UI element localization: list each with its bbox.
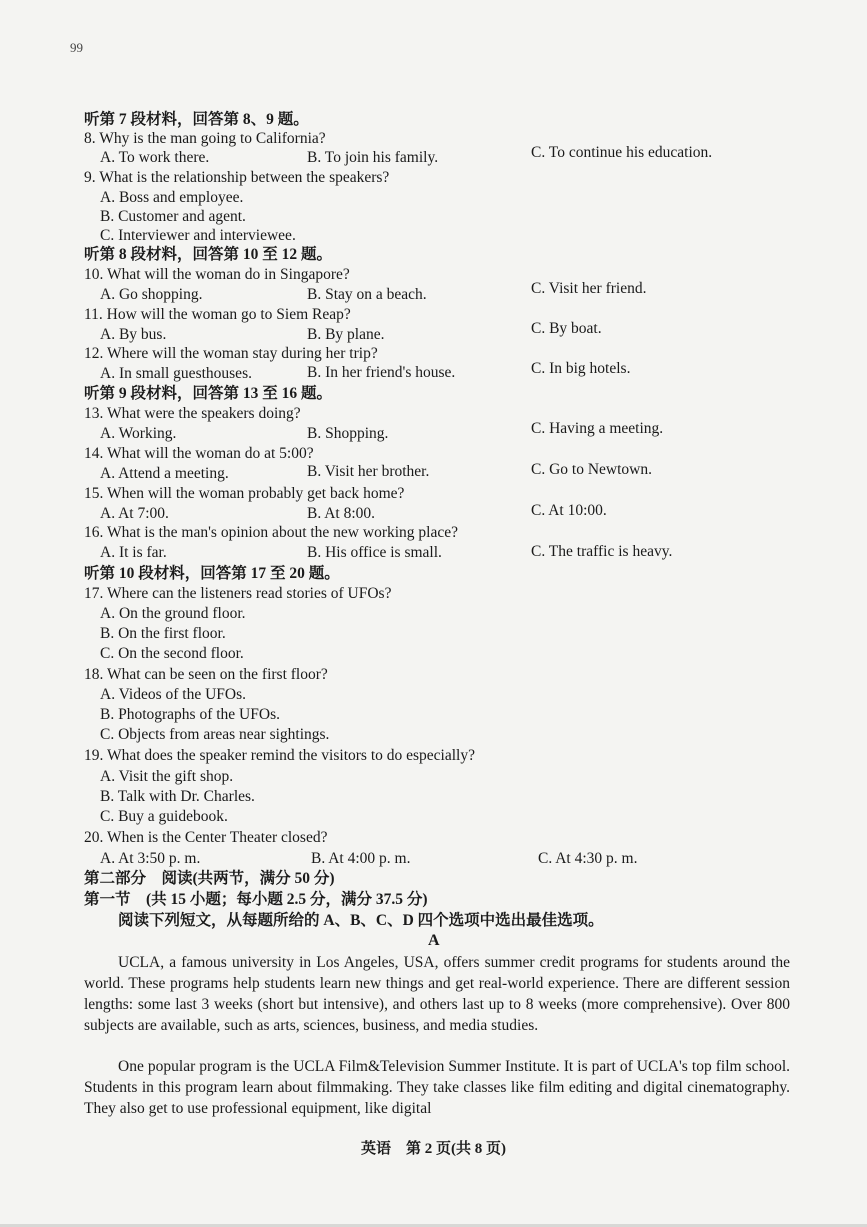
q9-option-a: A. Boss and employee. <box>100 189 244 206</box>
q15-option-b: B. At 8:00. <box>307 505 376 522</box>
q8-option-a: A. To work there. <box>100 149 210 166</box>
q9-option-c: C. Interviewer and interviewee. <box>100 227 296 244</box>
question-14: 14. What will the woman do at 5:00? <box>84 445 314 462</box>
q16-option-b: B. His office is small. <box>307 544 442 561</box>
q19-option-b: B. Talk with Dr. Charles. <box>100 788 255 805</box>
q10-option-c: C. Visit her friend. <box>531 280 647 297</box>
q13-option-b: B. Shopping. <box>307 425 389 442</box>
q13-option-a: A. Working. <box>100 425 177 442</box>
question-15: 15. When will the woman probably get back home? <box>84 485 405 502</box>
q17-option-b: B. On the first floor. <box>100 625 226 642</box>
question-12: 12. Where will the woman stay during her trip? <box>84 345 378 362</box>
q16-option-c: C. The traffic is heavy. <box>531 543 673 560</box>
part-2-header: 第二部分 阅读(共两节，满分 50 分) <box>84 870 335 887</box>
question-19: 19. What does the speaker remind the visitors to do especially? <box>84 747 475 764</box>
q13-option-c: C. Having a meeting. <box>531 420 664 437</box>
q17-option-c: C. On the second floor. <box>100 645 244 662</box>
question-13: 13. What were the speakers doing? <box>84 405 301 422</box>
q14-option-a: A. Attend a meeting. <box>100 465 229 482</box>
q20-option-a: A. At 3:50 p. m. <box>100 850 201 867</box>
q19-option-c: C. Buy a guidebook. <box>100 808 228 825</box>
q20-option-b: B. At 4:00 p. m. <box>311 850 411 867</box>
question-17: 17. Where can the listeners read stories of UFOs? <box>84 585 392 602</box>
section-7-header: 听第 7 段材料，回答第 8、9 题。 <box>84 111 309 128</box>
q11-option-b: B. By plane. <box>307 326 385 343</box>
q12-option-b: B. In her friend's house. <box>307 364 456 381</box>
section-1-header: 第一节 (共 15 小题；每小题 2.5 分，满分 37.5 分) <box>84 891 428 908</box>
question-20: 20. When is the Center Theater closed? <box>84 829 328 846</box>
question-9: 9. What is the relationship between the speakers? <box>84 169 390 186</box>
q16-option-a: A. It is far. <box>100 544 167 561</box>
q20-option-c: C. At 4:30 p. m. <box>538 850 638 867</box>
q14-option-c: C. Go to Newtown. <box>531 461 652 478</box>
question-8: 8. Why is the man going to California? <box>84 130 326 147</box>
question-16: 16. What is the man's opinion about the new working place? <box>84 524 458 541</box>
q17-option-a: A. On the ground floor. <box>100 605 246 622</box>
passage-label: A <box>428 932 440 949</box>
q8-option-b: B. To join his family. <box>307 149 439 166</box>
q10-option-a: A. Go shopping. <box>100 286 203 303</box>
question-18: 18. What can be seen on the first floor? <box>84 666 328 683</box>
section-9-header: 听第 9 段材料，回答第 13 至 16 题。 <box>84 385 333 402</box>
q12-option-c: C. In big hotels. <box>531 360 631 377</box>
q18-option-a: A. Videos of the UFOs. <box>100 686 247 703</box>
passage-paragraph-2-text: One popular program is the UCLA Film&Television Summer Institute. It is part of UCLA's top film school. Students in this program learn about filmmaking. They take classes like film editing and digital cinematography. They also get to use professional equipment, like digital <box>84 1058 790 1117</box>
q18-option-b: B. Photographs of the UFOs. <box>100 706 280 723</box>
reading-instruction: 阅读下列短文，从每题所给的 A、B、C、D 四个选项中选出最佳选项。 <box>118 912 604 929</box>
q18-option-c: C. Objects from areas near sightings. <box>100 726 330 743</box>
page-footer: 英语 第 2 页(共 8 页) <box>361 1141 506 1157</box>
q19-option-a: A. Visit the gift shop. <box>100 768 234 785</box>
q15-option-c: C. At 10:00. <box>531 502 607 519</box>
passage-paragraph-1 <box>84 952 790 1036</box>
q11-option-a: A. By bus. <box>100 326 167 343</box>
q12-option-a: A. In small guesthouses. <box>100 365 252 382</box>
q14-option-b: B. Visit her brother. <box>307 463 430 480</box>
q10-option-b: B. Stay on a beach. <box>307 286 427 303</box>
q11-option-c: C. By boat. <box>531 320 602 337</box>
question-10: 10. What will the woman do in Singapore? <box>84 266 350 283</box>
section-10-header: 听第 10 段材料，回答第 17 至 20 题。 <box>84 565 340 582</box>
passage-paragraph-2 <box>84 1056 790 1119</box>
scan-mark: 99 <box>70 40 83 55</box>
question-11: 11. How will the woman go to Siem Reap? <box>84 306 351 323</box>
q8-option-c: C. To continue his education. <box>531 144 713 161</box>
section-8-header: 听第 8 段材料，回答第 10 至 12 题。 <box>84 246 333 263</box>
q15-option-a: A. At 7:00. <box>100 505 169 522</box>
passage-paragraph-1-text: UCLA, a famous university in Los Angeles, USA, offers summer credit programs for students around the world. These programs help students learn new things and get real-world experience. There are different session lengths: some last 3 weeks (short but intensive), and others last up to 8 weeks (more comprehensive). Over 800 subjects are available, such as arts, sciences, business, and media studies. <box>84 954 790 1034</box>
q9-option-b: B. Customer and agent. <box>100 208 246 225</box>
